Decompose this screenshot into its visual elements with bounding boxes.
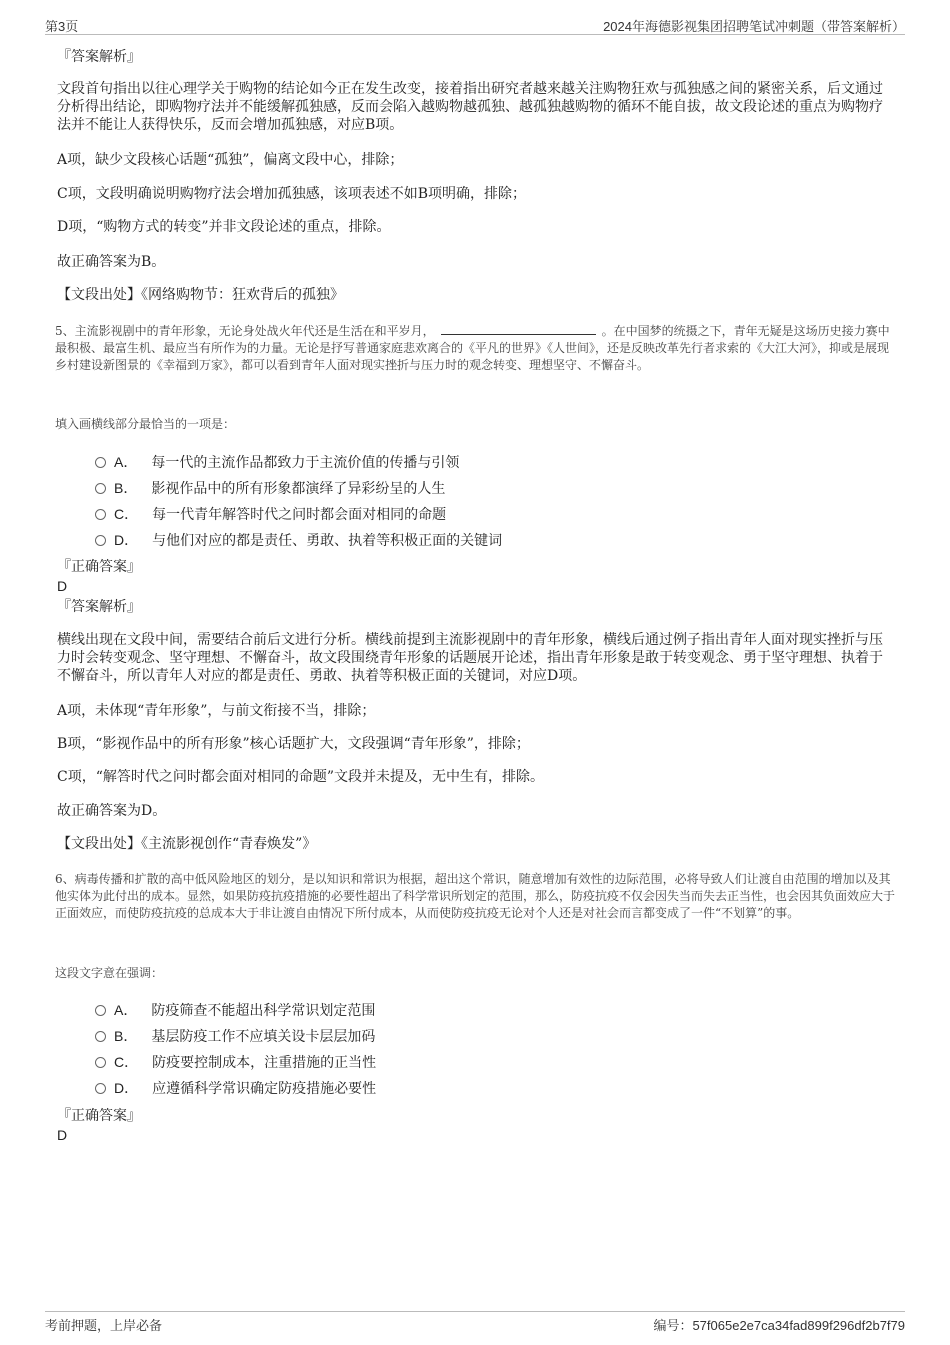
q6-option-d[interactable]: D． 应遵循科学常识确定防疫措施必要性 [95,1078,376,1098]
q5-option-d[interactable]: D． 与他们对应的都是责任、勇敢、执着等积极正面的关键词 [95,530,502,550]
radio-icon[interactable] [95,1057,106,1068]
q5-option-c[interactable]: C． 每一代青年解答时代之问时都会面对相同的命题 [95,504,446,524]
q5-option-b[interactable]: B． 影视作品中的所有形象都演绎了异彩纷呈的人生 [95,478,445,498]
q6-option-b[interactable]: B． 基层防疫工作不应填关设卡层层加码 [95,1026,375,1046]
q4-analysis-text: 文段首句指出以往心理学关于购物的结论如今正在发生改变，接着指出研究者越来越关注购物狂欢与孤独感之间的紧密关系，后文通过分析得出结论，即购物疗法并不能缓解孤独感，反而会陷入越购物越孤独、越孤独越购物的循环不能自拔，故文段论述的重点为购物疗法并不能让人获得快乐，反而会增加孤独感，对应B项。 [57,81,883,133]
q5-option-c-analysis: C项，“解答时代之问时都会面对相同的命题”文段并未提及，无中生有，排除。 [57,769,545,785]
q5-blank [441,322,596,335]
radio-icon[interactable] [95,535,106,546]
radio-icon[interactable] [95,457,106,468]
q6-option-c[interactable]: C． 防疫要控制成本，注重措施的正当性 [95,1052,376,1072]
q6-answer: D [57,1127,68,1143]
q5-option-b-analysis: B项，“影视作品中的所有形象”核心话题扩大，文段强调“青年形象”，排除； [57,736,530,752]
q4-source: 【文段出处】《网络购物节：狂欢背后的孤独》 [57,287,344,303]
q5-source: 【文段出处】《主流影视创作“青春焕发”》 [57,836,317,852]
q4-conclusion: 故正确答案为B。 [57,254,166,270]
document-title: 2024年海德影视集团招聘笔试冲刺题（带答案解析） [603,19,905,34]
radio-icon[interactable] [95,1031,106,1042]
q5-option-a-analysis: A项，未体现“青年形象”，与前文衔接不当，排除； [57,703,376,719]
q5-analysis-text: 横线出现在文段中间，需要结合前后文进行分析。横线前提到主流影视剧中的青年形象，横线后通过例子指出青年人面对现实挫折与压力时会转变观念、坚守理想、不懈奋斗，故文段围绕青年形象的话题展开论述，指出青年形象是敢于转变观念、勇于坚守理想、执着于不懈奋斗，所以青年人对应的都是责任、勇敢、执着等积极正面的关键词，对应D项。 [57,632,883,684]
radio-icon[interactable] [95,1005,106,1016]
q4-option-a-analysis: A项，缺少文段核心话题“孤独”，偏离文段中心，排除； [57,152,404,168]
q5-option-a[interactable]: A． 每一代的主流作品都致力于主流价值的传播与引领 [95,452,459,472]
q6-stem: 6、病毒传播和扩散的高中低风险地区的划分，是以知识和常识为根据，超出这个常识，随意增加有效性的边际范围，必将导致人们让渡自由范围的增加以及其他实体为此付出的成本。显然，如果防疫抗疫措施的必要性超出了科学常识所划定的范围，那么，防疫抗疫不仅会因失当而失去正当性，也会因其负面效应大于正面效应，而使防疫抗疫的总成本大于非让渡自由情况下所付成本，从而使防疫抗疫无论对个人还是对社会而言都变成了一件“不划算”的事。 [55,872,896,920]
q4-analysis-title: 『答案解析』 [57,49,141,65]
q6-answer-title: 『正确答案』 [57,1108,141,1124]
page-header [45,14,905,35]
q5-stem-start: 5、主流影视剧中的青年形象，无论身处战火年代还是生活在和平岁月， [55,324,435,338]
page-footer [45,1311,905,1336]
q4-option-c-analysis: C项，文段明确说明购物疗法会增加孤独感，该项表述不如B项明确，排除； [57,186,526,202]
q5-analysis-title: 『答案解析』 [57,599,141,615]
radio-icon[interactable] [95,509,106,520]
q5-conclusion: 故正确答案为D。 [57,803,167,819]
radio-icon[interactable] [95,1083,106,1094]
radio-icon[interactable] [95,483,106,494]
q5-stem-rest: 。在中国梦的统摄之下，青年无疑是这场历史接力赛中最积极、最富生机、最应当有所作为的力量。无论是抒写普通家庭悲欢离合的《平凡的世界》《人世间》，还是反映改革先行者求索的《大江大河》，抑或是展现乡村建设新图景的《幸福到万家》，都可以看到青年人面对现实挫折与压力时的观念转变、理想坚守、不懈奋斗。 [55,324,890,372]
page-number: 第3页 [45,19,79,34]
q4-option-d-analysis: D项，“购物方式的转变”并非文段论述的重点，排除。 [57,219,391,235]
document-id: 编号：57f065e2e7ca34fad899f296df2b7f79 [653,1318,905,1333]
q5-stem [55,322,895,374]
q5-answer-title: 『正确答案』 [57,559,141,575]
q5-prompt: 填入画横线部分最恰当的一项是： [55,417,236,431]
q6-option-a[interactable]: A． 防疫筛查不能超出科学常识划定范围 [95,1000,375,1020]
q5-answer: D [57,578,68,594]
footer-slogan: 考前押题，上岸必备 [45,1318,163,1333]
q6-prompt: 这段文字意在强调： [55,966,164,980]
